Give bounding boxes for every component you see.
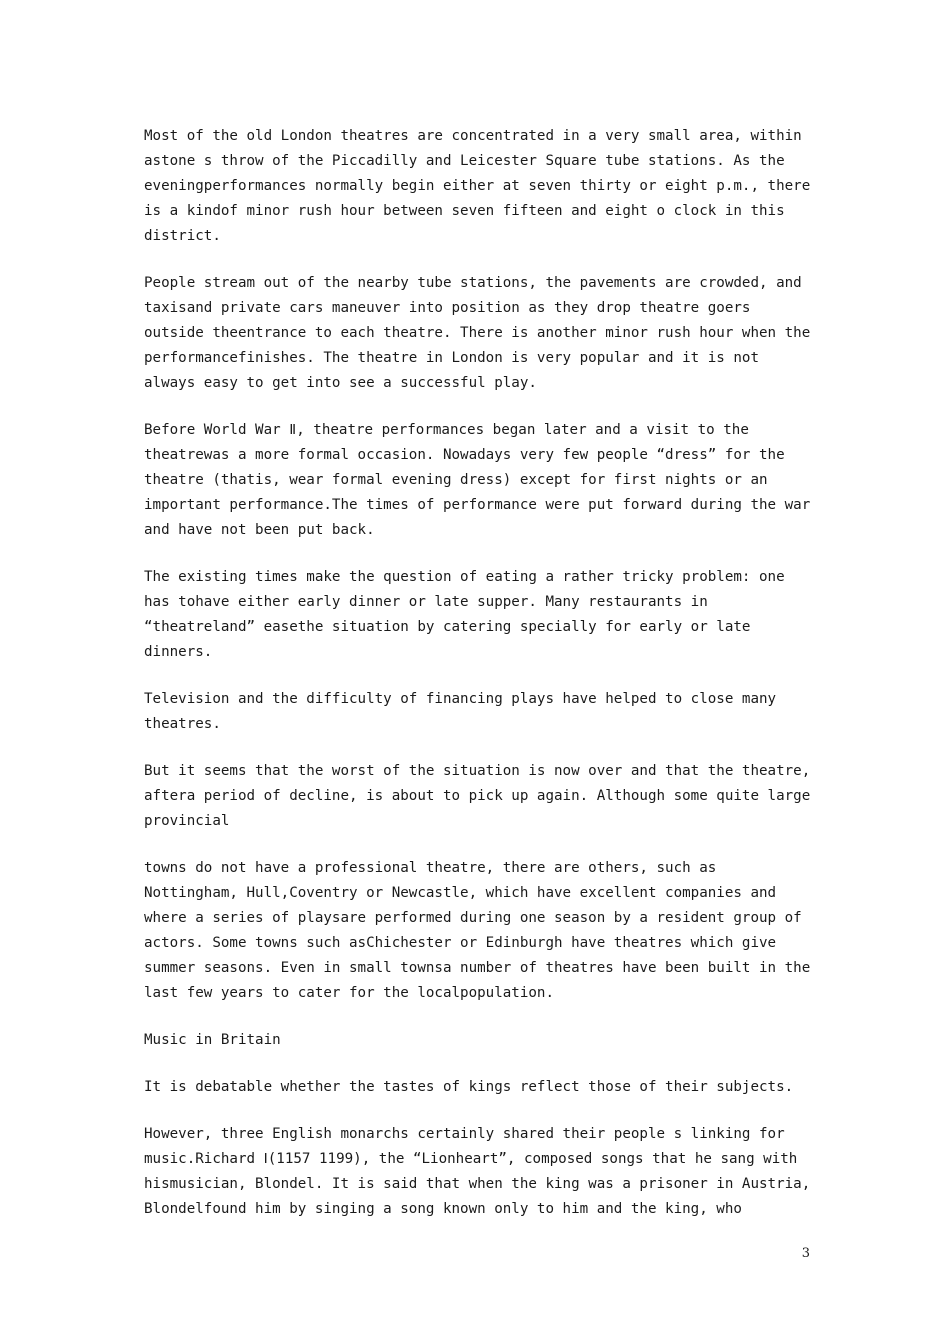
paragraph-provincial-towns: towns do not have a professional theatre, there are others, such as Nottingham, Hull,Coventry or Newcastle, which have excellent companies and where a series of playsare performed during one season by a resident group of actors. Some towns such asChichester or Edinburgh have theatres which give summer seasons. Even in small townsa number of theatres have been built in the last few years to cater for the localpopulation. bbox=[144, 860, 811, 1001]
paragraph-tastes-of-kings: It is debatable whether the tastes of kings reflect those of their subjects. bbox=[144, 1079, 794, 1095]
paragraph-rush-hour: People stream out of the nearby tube stations, the pavements are crowded, and taxisand private cars maneuver into position as they drop theatre goers outside theentrance to each theatre. There is another minor rush hour when the performancefinishes. The theatre in London is very popular and it is not always easy to get into see a successful play. bbox=[144, 275, 811, 391]
document-body bbox=[144, 124, 814, 1244]
page-number: 3 bbox=[801, 1246, 810, 1261]
paragraph-worst-over: But it seems that the worst of the situation is now over and that the theatre, aftera period of decline, is about to pick up again. Although some quite large provincial bbox=[144, 763, 811, 829]
paragraph-london-theatres-location: Most of the old London theatres are concentrated in a very small area, within astone s throw of the Piccadilly and Leicester Square tube stations. As the eveningperformances normally begin either at seven thirty or eight p.m., there is a kindof minor rush hour between seven fifteen and eight o clock in this district. bbox=[144, 128, 811, 244]
section-heading-music-in-britain: Music in Britain bbox=[144, 1032, 281, 1048]
paragraph-eating-times: The existing times make the question of eating a rather tricky problem: one has tohave either early dinner or late supper. Many restaurants in “theatreland” easethe situation by catering specially for early or late dinners. bbox=[144, 569, 785, 660]
paragraph-television: Television and the difficulty of financing plays have helped to close many theatres. bbox=[144, 691, 777, 732]
paragraph-before-world-war: Before World War Ⅱ, theatre performances began later and a visit to the theatrewas a more formal occasion. Nowadays very few people “dress” for the theatre (thatis, wear formal evening dress) except for first nights or an important performance.The times of performance were put forward during the war and have not been put back. bbox=[144, 422, 811, 538]
paragraph-english-monarchs: However, three English monarchs certainly shared their people s linking for music.Richard Ⅰ(1157 1199), the “Lionheart”, composed songs that he sang with hismusician, Blondel. It is said that when the king was a prisoner in Austria, Blondelfound him by singing a song known only to him and the king, who bbox=[144, 1126, 811, 1217]
